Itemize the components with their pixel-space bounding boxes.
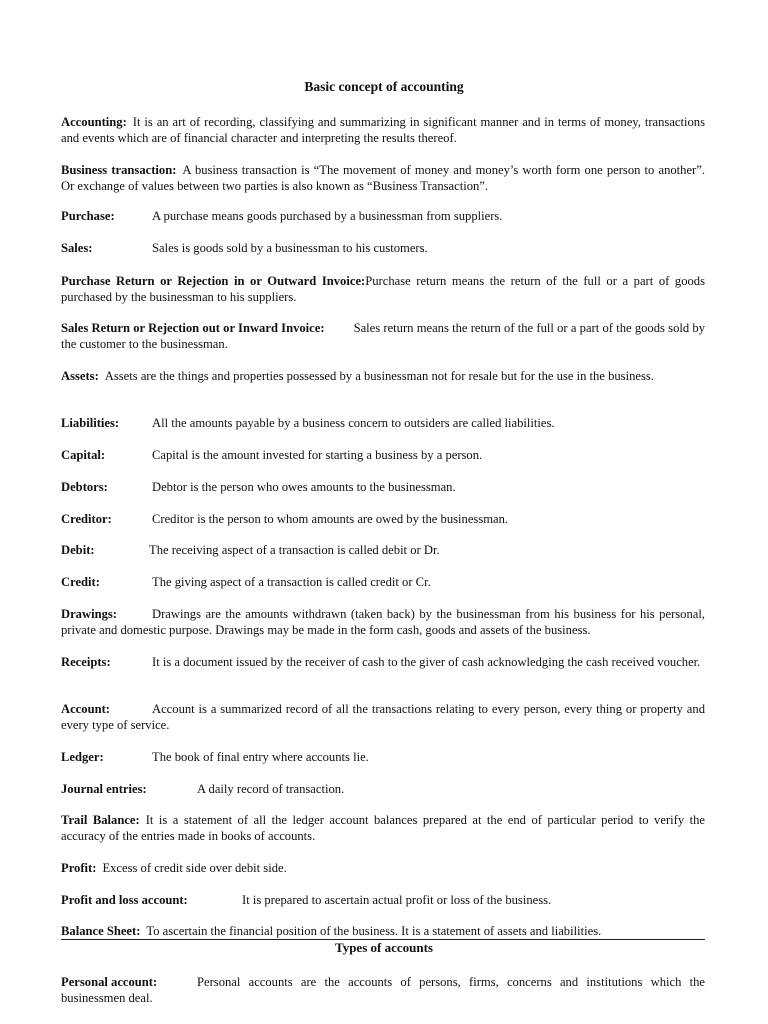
entry-definition: The book of final entry where accounts lie. <box>152 750 369 764</box>
entry-receipts <box>61 654 705 670</box>
entry-definition: A daily record of transaction. <box>197 782 345 796</box>
entry-definition: Creditor is the person to whom amounts are owed by the businessman. <box>152 512 509 526</box>
entry-trail-balance <box>61 812 705 844</box>
entry-definition: Capital is the amount invested for starting a business by a person. <box>152 448 483 462</box>
entry-definition: Excess of credit side over debit side. <box>102 861 287 875</box>
entry-debtors <box>61 479 705 495</box>
entry-journal-entries <box>61 781 705 797</box>
entry-capital <box>61 447 705 463</box>
entry-definition: It is an art of recording, classifying and summarizing in significant manner and in terms of money, transactions and events which are of financial character and interpreting the results thereof. <box>61 115 705 145</box>
entry-definition: It is prepared to ascertain actual profit or loss of the business. <box>242 893 552 907</box>
entry-definition: Sales return means the return of the full or a part of the goods sold by the customer to the businessman. <box>61 321 705 351</box>
entry-definition: Account is a summarized record of all the transactions relating to every person, every thing or property and every type of service. <box>61 702 705 732</box>
entry-term: Balance Sheet: <box>61 924 141 938</box>
entry-liabilities <box>61 415 705 431</box>
entry-term: Accounting: <box>61 115 127 129</box>
entry-definition: A business transaction is “The movement of money and money’s worth form one person to another”. Or exchange of values between two parties is also known as “Business Transaction”. <box>61 163 705 193</box>
entry-term: Sales: <box>61 241 93 255</box>
entry-term: Ledger: <box>61 750 104 764</box>
entry-term: Capital: <box>61 448 106 462</box>
entry-credit <box>61 574 705 590</box>
entry-purchase <box>61 208 705 224</box>
entry-term: Business transaction: <box>61 163 177 177</box>
entry-definition: It is a document issued by the receiver of cash to the giver of cash acknowledging the cash received voucher. <box>152 655 701 669</box>
entry-term: Sales Return or Rejection out or Inward Invoice: <box>61 321 325 335</box>
entry-definition: A purchase means goods purchased by a businessman from suppliers. <box>152 209 503 223</box>
entry-term: Debtors: <box>61 480 108 494</box>
entry-creditor <box>61 511 705 527</box>
entry-definition: All the amounts payable by a business concern to outsiders are called liabilities. <box>152 416 555 430</box>
section-title-types-of-accounts: Types of accounts <box>335 940 433 955</box>
entry-term: Credit: <box>61 575 100 589</box>
entry-sales-return <box>61 320 705 352</box>
entry-debit <box>61 542 705 558</box>
entry-definition: To ascertain the financial position of the business. It is a statement of assets and liabilities. <box>146 924 602 938</box>
entry-account <box>61 701 705 733</box>
entry-accounting <box>61 114 705 146</box>
entry-term: Liabilities: <box>61 416 120 430</box>
entry-assets <box>61 368 705 384</box>
entry-definition: It is a statement of all the ledger account balances prepared at the end of particular period to verify the accuracy of the entries made in books of accounts. <box>61 813 705 843</box>
entry-term: Receipts: <box>61 655 111 669</box>
entry-business-transaction <box>61 162 705 194</box>
entry-definition: Drawings are the amounts withdrawn (taken back) by the businessman from his business for his personal, private and domestic purpose. Drawings may be made in the form cash, goods and assets of the business. <box>61 607 705 637</box>
entry-purchase-return <box>61 273 705 305</box>
entry-term: Drawings: <box>61 607 117 621</box>
entry-term: Profit: <box>61 861 97 875</box>
entry-term: Profit and loss account: <box>61 893 188 907</box>
entry-term: Purchase: <box>61 209 115 223</box>
entry-term: Creditor: <box>61 512 112 526</box>
entry-definition: The giving aspect of a transaction is called credit or Cr. <box>152 575 431 589</box>
entry-definition: Sales is goods sold by a businessman to his customers. <box>152 241 428 255</box>
entry-term: Debit: <box>61 543 95 557</box>
entry-term: Account: <box>61 702 110 716</box>
entry-definition: Assets are the things and properties possessed by a businessman not for resale but for the use in the business. <box>104 369 654 383</box>
entry-balance-sheet <box>61 923 705 939</box>
entry-definition: Debtor is the person who owes amounts to the businessman. <box>152 480 456 494</box>
entry-definition: Personal accounts are the accounts of persons, firms, concerns and institutions which the businessmen deal. <box>61 975 705 1005</box>
entry-term: Personal account: <box>61 975 158 989</box>
entry-profit-and-loss <box>61 892 705 908</box>
entry-profit <box>61 860 705 876</box>
entry-term: Assets: <box>61 369 99 383</box>
entry-term: Purchase Return or Rejection in or Outward Invoice: <box>61 274 366 288</box>
page-title: Basic concept of accounting <box>304 79 464 94</box>
entry-term: Trail Balance: <box>61 813 140 827</box>
entry-definition: The receiving aspect of a transaction is called debit or Dr. <box>149 543 440 557</box>
entry-ledger <box>61 749 705 765</box>
entry-definition: Purchase return means the return of the full or a part of goods purchased by the businessman to his suppliers. <box>61 274 706 304</box>
entry-drawings <box>61 606 705 638</box>
entry-term: Journal entries: <box>61 782 147 796</box>
entry-personal-account <box>61 974 705 1006</box>
entry-sales <box>61 240 705 256</box>
